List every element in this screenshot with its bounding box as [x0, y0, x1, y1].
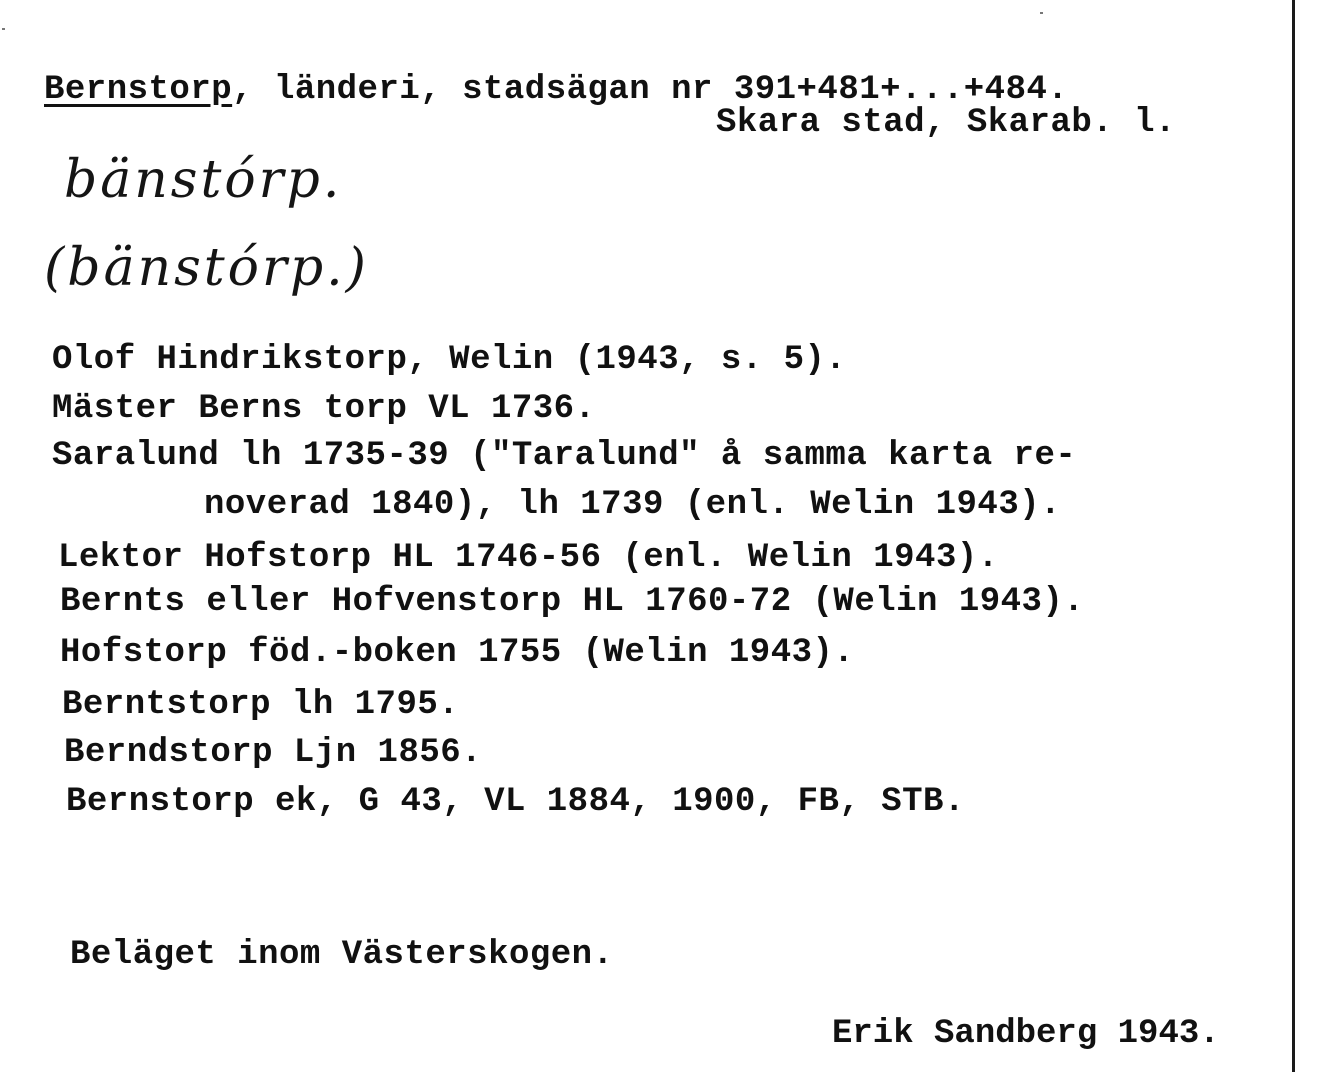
pronunciation-line-2: (bänstórp.) [44, 238, 369, 298]
form-line: Mäster Berns torp VL 1736. [52, 390, 596, 428]
place-name: Bernstorp [44, 71, 233, 109]
form-line: Hofstorp föd.-boken 1755 (Welin 1943). [60, 634, 855, 672]
form-line: Lektor Hofstorp HL 1746-56 (enl. Welin 1943). [58, 539, 999, 577]
form-line: Bernstorp ek, G 43, VL 1884, 1900, FB, STB. [66, 783, 965, 821]
card-edge-line [1292, 0, 1295, 1072]
header-description: , länderi, stadsägan nr 391+481+...+484. [232, 71, 1069, 109]
header-location: Skara stad, Skarab. l. [716, 104, 1176, 142]
form-line: Berntstorp lh 1795. [62, 686, 460, 724]
form-line: noverad 1840), lh 1739 (enl. Welin 1943). [204, 486, 1062, 524]
form-line: Olof Hindrikstorp, Welin (1943, s. 5). [52, 341, 847, 379]
form-line: Saralund lh 1735-39 ("Taralund" å samma karta re- [52, 437, 1077, 475]
pronunciation-line-1: bänstórp. [64, 150, 343, 210]
form-line: Berndstorp Ljn 1856. [64, 734, 483, 772]
scan-speck [2, 28, 5, 30]
location-note: Beläget inom Västerskogen. [70, 936, 614, 974]
signature: Erik Sandberg 1943. [832, 1015, 1220, 1053]
form-line: Bernts eller Hofvenstorp HL 1760-72 (Welin 1943). [60, 583, 1085, 621]
scan-speck [1040, 12, 1043, 14]
